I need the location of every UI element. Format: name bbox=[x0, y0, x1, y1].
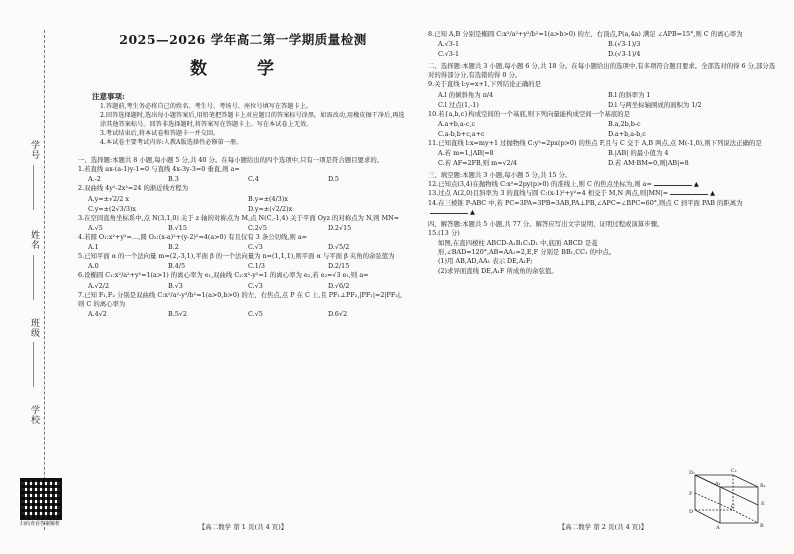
option[interactable]: C.√3 bbox=[248, 243, 263, 252]
binding-label-student-no: 学号 bbox=[29, 140, 39, 160]
option[interactable]: D.若 AM·BM=0,则|AB|=8 bbox=[608, 159, 689, 168]
question-5: 5.已知平面 α 的一个法向量 m=(2,-3,1),平面 β 的一个法向量为 n=(1,1,1),则平面 α 与平面 β 夹角的余弦值为 bbox=[78, 252, 395, 261]
vertex-label: B bbox=[760, 523, 764, 529]
answer-blank[interactable] bbox=[670, 194, 708, 195]
question-6: 6.设椭圆 C₁:x²/a²+y²=1(a>1) 的离心率为 e₁,双曲线 C₂:x²-y²=1 的离心率为 e₂,若 e₂=√3 e₁,则 a= bbox=[78, 271, 369, 280]
note-item: 4.本试卷主要考试内容:人教A版选择性必修第一册。 bbox=[100, 139, 243, 146]
question-14-text: 14.在三棱锥 P-ABC 中,若 PC=3PA=3PB=3AB,PA⊥PB,∠APC=∠BPC=60°,则点 C 到平面 PAB 的距离为 bbox=[428, 198, 743, 207]
option[interactable]: D.a+b,a-b,c bbox=[608, 129, 646, 138]
question-7: 7.已知 F₁,F₂ 分别是双曲线 C:x²/a²-y²/b²=1(a>0,b>0) 的左、右焦点,点 P 在 C 上,且 PF₁⊥PF₂,|PF₁|=2|PF₂|,则 C 的离心率为 bbox=[78, 290, 403, 309]
option[interactable]: C.a-b,b+c,a+c bbox=[438, 129, 485, 138]
vertex-label: B₁ bbox=[760, 483, 766, 489]
question-8: 8.已知 A,B 分别是椭圆 C:x²/a²+y²/b²=1(a>b>0) 的左、右顶点,P(a,4a) 满足 ∠APB=15°,则 C 的离心率为 bbox=[428, 30, 743, 38]
binding-fill-line bbox=[33, 165, 34, 210]
question-14 bbox=[428, 199, 778, 218]
question-9: 9.关于直线 l:y=x+1,下列结论正确的是 bbox=[428, 80, 542, 89]
question-13-text: 13.过点 A(2,0)且斜率为 3 的直线与圆 C:(x-1)²+y²=4 相交于 M,N 两点,则|MN|= bbox=[428, 189, 669, 198]
section-heading: 一、选择题:本题共 8 小题,每小题 5 分,共 40 分。在每小题给出的四个选项中,只有一项是符合题目要求的。 bbox=[78, 156, 384, 164]
vertex-label: A₁ bbox=[715, 481, 721, 487]
prism-figure bbox=[683, 465, 768, 530]
answer-blank[interactable] bbox=[430, 213, 468, 214]
qr-code-icon[interactable] bbox=[20, 478, 62, 520]
vertex-label: E bbox=[761, 501, 765, 507]
question-10-options bbox=[438, 119, 778, 139]
option[interactable]: A.y=±√2/2 x bbox=[88, 194, 129, 203]
vertex-label: D bbox=[689, 509, 694, 515]
note-item: 3.考试结束后,将本试卷和答题卡一并交回。 bbox=[100, 130, 220, 137]
option[interactable]: D.√6/2 bbox=[328, 281, 350, 290]
binding-label-class: 班级 bbox=[29, 318, 39, 338]
question-2-options bbox=[88, 194, 408, 214]
option[interactable]: C.√3-1 bbox=[438, 50, 460, 59]
option[interactable]: D.l 与两坐标轴围成的面积为 1/2 bbox=[608, 100, 702, 109]
question-10: 10.若{a,b,c}构成空间的一个基底,则下列向量能构成空间一个基底的是 bbox=[428, 109, 631, 118]
binding-label-school: 学校 bbox=[29, 405, 39, 425]
binding-fill-line bbox=[33, 255, 34, 300]
page-one bbox=[78, 30, 408, 535]
option[interactable]: C.若 AF=2FB,则 m=√2/4 bbox=[438, 159, 517, 168]
option[interactable]: A.0 bbox=[88, 262, 99, 271]
option[interactable]: A.4√2 bbox=[88, 310, 107, 319]
option[interactable]: D.2/15 bbox=[328, 262, 350, 271]
option[interactable]: C.l 过点(1,-1) bbox=[438, 100, 479, 109]
question-11-options bbox=[438, 148, 778, 168]
prism-edge bbox=[733, 475, 758, 487]
option[interactable]: B.(√3-1)/3 bbox=[608, 40, 641, 49]
question-11: 11.已知直线 l:x=my+1 过抛物线 C:y²=2px(p>0) 的焦点 F,且与 C 交于 A,B 两点,点 M(-1,0),则下列说法正确的是 bbox=[428, 138, 762, 147]
vertex-label: F bbox=[689, 491, 693, 497]
question-12-tail: ,则 a= bbox=[632, 180, 652, 189]
section-heading: 四、解答题:本题共 5 小题,共 77 分。解答应写出文字说明、证明过程或演算步骤。 bbox=[428, 220, 664, 229]
option[interactable]: A.√3-1 bbox=[438, 40, 460, 49]
exam-title: 2025—2026 学年高二第一学期质量检测 bbox=[119, 32, 367, 47]
question-15-part-2: (2)求异面直线 DE,A₁F 所成角的余弦值。 bbox=[438, 266, 558, 275]
answer-triangle-icon: ▲ bbox=[470, 208, 475, 217]
qr-caption: 扫码查看答案解析 bbox=[19, 521, 60, 527]
binding-dashed-line bbox=[44, 30, 45, 530]
binding-label-name: 姓名 bbox=[29, 230, 39, 250]
option[interactable]: C.1/3 bbox=[248, 262, 265, 271]
option[interactable]: B.|AB| 的最小值为 4 bbox=[608, 149, 669, 158]
vertex-label: C₁ bbox=[731, 468, 737, 474]
question-1: 1.若直线 ax-(a-1)y-1=0 与直线 4x-3y-3=0 垂直,则 a= bbox=[78, 165, 240, 173]
prism-segment bbox=[695, 493, 733, 510]
option[interactable]: D.6√2 bbox=[328, 310, 348, 319]
option[interactable]: B.l 的斜率为 1 bbox=[608, 90, 651, 99]
option[interactable]: B.a,2b,b-c bbox=[608, 119, 641, 128]
question-4-options bbox=[88, 242, 408, 252]
option[interactable]: C.y=±(2√3/3)x bbox=[88, 204, 137, 213]
option[interactable]: B.√3 bbox=[168, 281, 183, 290]
vertex-label: A bbox=[716, 525, 720, 530]
question-3-options bbox=[88, 223, 408, 233]
option[interactable]: B.5√2 bbox=[168, 310, 187, 319]
question-4: 4.若圆 O₁:x²+y²=…,圆 O₂:(x-a)²+(y-2)²=4(a>0) 有且仅有 3 条公切线,则 a= bbox=[78, 232, 307, 241]
option[interactable]: A.1 bbox=[88, 243, 99, 252]
note-item: 2.回答选择题时,选出每小题答案后,用铅笔把答题卡上对应题目的答案标号涂黑。如需改动,用橡皮擦干净后,再选涂其他答案标号。回答非选择题时,将答案写在答题卡上。写在本试卷上无效。 bbox=[100, 112, 405, 128]
notes-heading: 注意事项: bbox=[92, 92, 125, 101]
question-6-options bbox=[88, 281, 408, 291]
question-1-options bbox=[88, 174, 408, 184]
option[interactable]: A.若 m=1,|AB|=8 bbox=[438, 149, 494, 158]
option[interactable]: A.l 的倾斜角为 π/4 bbox=[438, 90, 494, 99]
option[interactable]: B.4/5 bbox=[168, 262, 186, 271]
option[interactable]: A.a+b,a-c,c bbox=[438, 119, 476, 128]
answer-triangle-icon: ▲ bbox=[710, 189, 716, 198]
option[interactable]: B.y=±(4/3)x bbox=[248, 194, 288, 203]
option[interactable]: A.√2/2 bbox=[88, 281, 110, 290]
question-3: 3.在空间直角坐标系中,点 N(3,1,0) 关于 z 轴的对称点为 M,点 N(C,-1,4) 关于平面 Oyz 的对称点为 N,则 MN= bbox=[78, 213, 400, 222]
vertex-label: D₁ bbox=[689, 470, 696, 476]
option[interactable]: C.√5 bbox=[248, 310, 263, 319]
question-7-options bbox=[88, 309, 408, 319]
question-2: 2.双曲线 4y²-2x²=24 的渐近线方程为 bbox=[78, 184, 189, 193]
option[interactable]: C.√3 bbox=[248, 281, 263, 290]
question-5-options bbox=[88, 261, 408, 271]
question-13 bbox=[428, 189, 778, 198]
option[interactable]: A.-2 bbox=[88, 175, 101, 184]
option[interactable]: C.4 bbox=[248, 175, 259, 184]
option[interactable]: B.√15 bbox=[168, 223, 187, 232]
question-12-text: 12.已知点(3,4)在抛物线 C:x²=2py(p>0) 的准线上,则 C 的焦点坐标为 bbox=[428, 180, 633, 189]
option[interactable]: D.2√15 bbox=[328, 223, 352, 232]
option[interactable]: D.√5/2 bbox=[328, 243, 350, 252]
section-heading: 二、选择题:本题共 3 小题,每小题 6 分,共 18 分。在每小题给出的选项中,有多项符合题目要求。全部选对的得 6 分,部分选对的得部分分,有选错的得 0 分。 bbox=[428, 62, 776, 80]
page-footer: 【高二数学 第 2 页(共 4 页)】 bbox=[558, 523, 648, 531]
question-9-options bbox=[438, 90, 778, 110]
answer-blank[interactable] bbox=[654, 185, 692, 186]
vertex-label: C bbox=[731, 504, 735, 510]
prism-segment bbox=[695, 475, 758, 505]
question-15-part-1: (1)用 AB,AD,AA₁ 表示 DE,A₁F; bbox=[438, 257, 533, 266]
option[interactable]: B.3 bbox=[168, 175, 179, 184]
question-15-body: 如图,在直四棱柱 ABCD-A₁B₁C₁D₁ 中,底面 ABCD 是菱形,∠BAD=120°,AB=AA₁=2,E,F 分别是 BB₁,CC₁ 的中点。 bbox=[438, 238, 616, 256]
answer-triangle-icon: ▲ bbox=[693, 180, 699, 189]
question-8-options bbox=[438, 39, 778, 59]
option[interactable]: C.2√5 bbox=[248, 223, 267, 232]
page-two bbox=[428, 30, 778, 535]
option[interactable]: B.2 bbox=[168, 243, 179, 252]
note-item: 1.答题前,考生务必将自己的姓名、考生号、考场号、座位号填写在答题卡上。 bbox=[100, 103, 313, 110]
option[interactable]: A.√5 bbox=[88, 223, 103, 232]
question-15-heading: 15.(13 分) bbox=[428, 229, 460, 238]
section-heading: 三、填空题:本题共 3 小题,每小题 5 分,共 15 分。 bbox=[428, 171, 572, 180]
option[interactable]: D.(√3-1)/4 bbox=[608, 50, 641, 59]
option[interactable]: D.y=±(√2/2)x bbox=[248, 204, 293, 213]
page-footer: 【高二数学 第 1 页(共 4 页)】 bbox=[198, 523, 288, 531]
exam-subject: 数 学 bbox=[190, 59, 296, 79]
option[interactable]: D.5 bbox=[328, 175, 339, 184]
binding-fill-line bbox=[33, 342, 34, 387]
